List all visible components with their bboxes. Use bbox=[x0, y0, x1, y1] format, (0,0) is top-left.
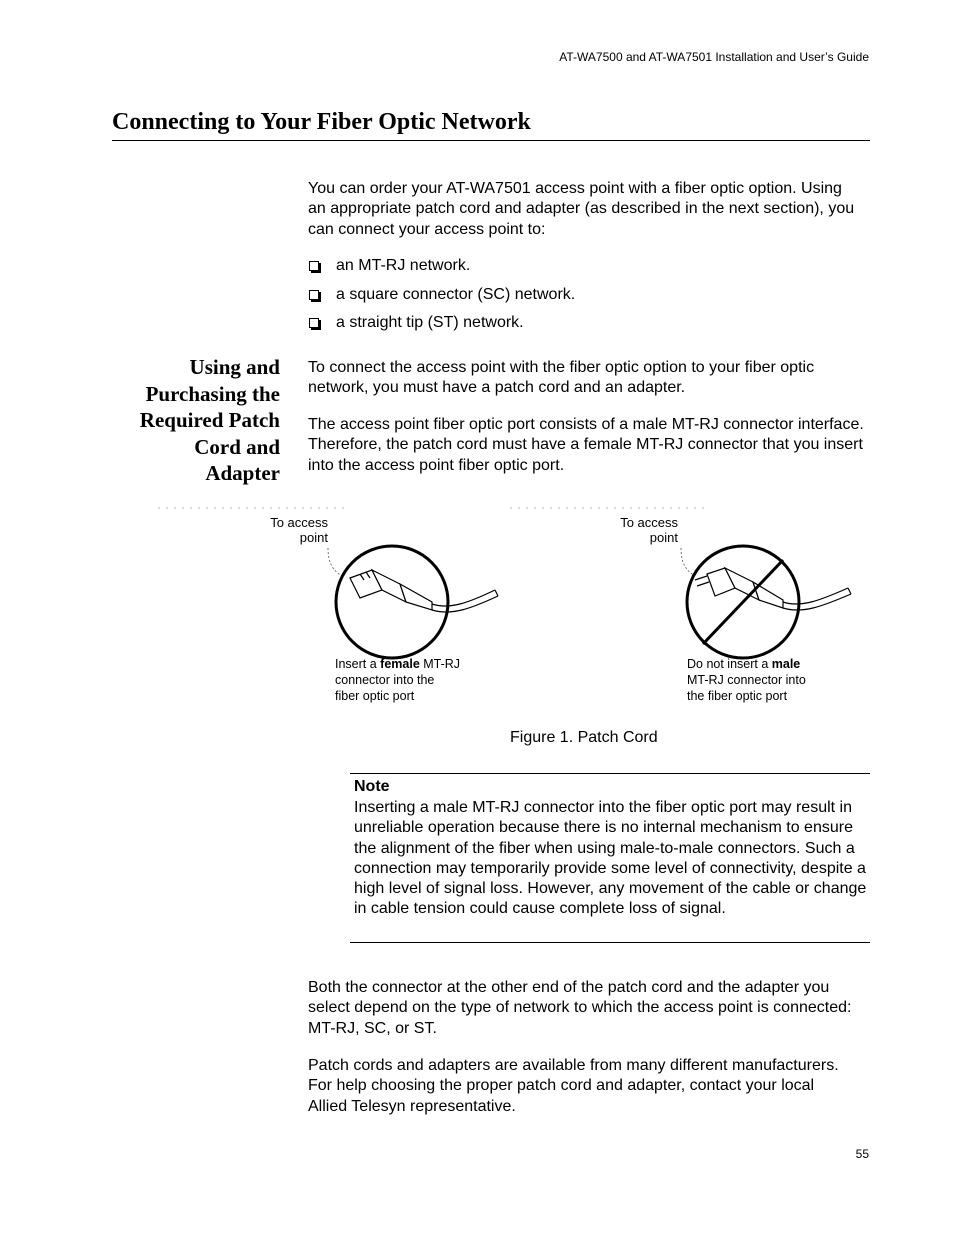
section-title: Connecting to Your Fiber Optic Network bbox=[112, 105, 870, 141]
list-item-text: a straight tip (ST) network. bbox=[336, 314, 524, 331]
checkbox-bullet-icon bbox=[309, 290, 319, 300]
patch-cord-figure bbox=[150, 500, 870, 715]
female-connector-illustration bbox=[320, 540, 510, 660]
figure-artifact-line bbox=[150, 500, 870, 512]
subsection-heading-line: Adapter bbox=[205, 461, 280, 485]
subsection-paragraph: The access point fiber optic port consists of a male MT-RJ connector interface. Therefore, the patch cord must have a female MT-RJ connector that you insert into the access point fiber optic port. bbox=[308, 416, 864, 474]
checkbox-bullet-icon bbox=[309, 261, 319, 271]
caption-line: the fiber optic port bbox=[687, 689, 788, 703]
caption-line: fiber optic port bbox=[335, 689, 415, 703]
subsection-heading-line: Using and bbox=[189, 355, 280, 379]
intro-paragraph: You can order your AT-WA7501 access point with a fiber optic option. Using an appropriate patch cord and adapter (as described in the next section), you can connect your access point to: bbox=[308, 180, 855, 238]
right-access-point-label bbox=[620, 515, 678, 545]
figure-caption: Figure 1. Patch Cord bbox=[510, 729, 658, 746]
list-item bbox=[308, 313, 575, 342]
left-figure-caption bbox=[335, 656, 460, 704]
caption-text: Insert a bbox=[335, 657, 381, 671]
note-box bbox=[350, 773, 870, 943]
list-item-text: an MT-RJ network. bbox=[336, 257, 471, 274]
subsection-heading-line: Required Patch bbox=[139, 408, 280, 432]
closing-paragraph: Both the connector at the other end of the patch cord and the adapter you select depend on the type of network to which the access point is connected: MT-RJ, SC, or ST. bbox=[308, 979, 852, 1037]
note-body: Inserting a male MT-RJ connector into the fiber optic port may result in unreliable operation because there is no internal mechanism to ensure the alignment of the fiber when using male-to-male connectors. Such a connection may temporarily provide some level of connectivity, despite a high level of signal loss. However, any movement of the cable or change in cable tension could cause complete loss of signal. bbox=[354, 799, 867, 918]
note-title: Note bbox=[354, 778, 390, 795]
label-line: point bbox=[649, 530, 678, 545]
network-type-list bbox=[308, 256, 575, 342]
caption-text: MT-RJ bbox=[419, 657, 461, 671]
label-line: To access bbox=[620, 515, 678, 530]
subsection-paragraph: To connect the access point with the fiber optic option to your fiber optic network, you must have a patch cord and an adapter. bbox=[308, 359, 815, 397]
subsection-heading bbox=[110, 354, 280, 487]
list-item bbox=[308, 285, 575, 314]
list-item-text: a square connector (SC) network. bbox=[336, 285, 576, 303]
caption-line bbox=[335, 656, 460, 672]
caption-line bbox=[687, 656, 806, 672]
list-item bbox=[308, 256, 575, 285]
subsection-heading-line: Purchasing the bbox=[145, 381, 280, 406]
running-header: AT-WA7500 and AT-WA7501 Installation and User’s Guide bbox=[559, 50, 869, 64]
caption-line: MT-RJ connector into bbox=[687, 673, 806, 687]
right-figure-caption bbox=[687, 656, 806, 704]
male-connector-prohibited-illustration bbox=[673, 540, 863, 660]
label-line: To access bbox=[270, 515, 328, 530]
caption-bold-text: female bbox=[380, 657, 420, 671]
checkbox-bullet-icon bbox=[309, 318, 319, 328]
closing-paragraph: Patch cords and adapters are available from many different manufacturers. For help choosing the proper patch cord and adapter, contact your local Allied Telesyn representative. bbox=[308, 1057, 839, 1115]
caption-line: connector into the bbox=[335, 673, 435, 687]
page-number: 55 bbox=[855, 1147, 869, 1161]
caption-text: Do not insert a bbox=[687, 657, 772, 671]
subsection-heading-line: Cord and bbox=[194, 434, 280, 459]
label-line: point bbox=[299, 530, 328, 545]
caption-bold-text: male bbox=[771, 657, 801, 671]
